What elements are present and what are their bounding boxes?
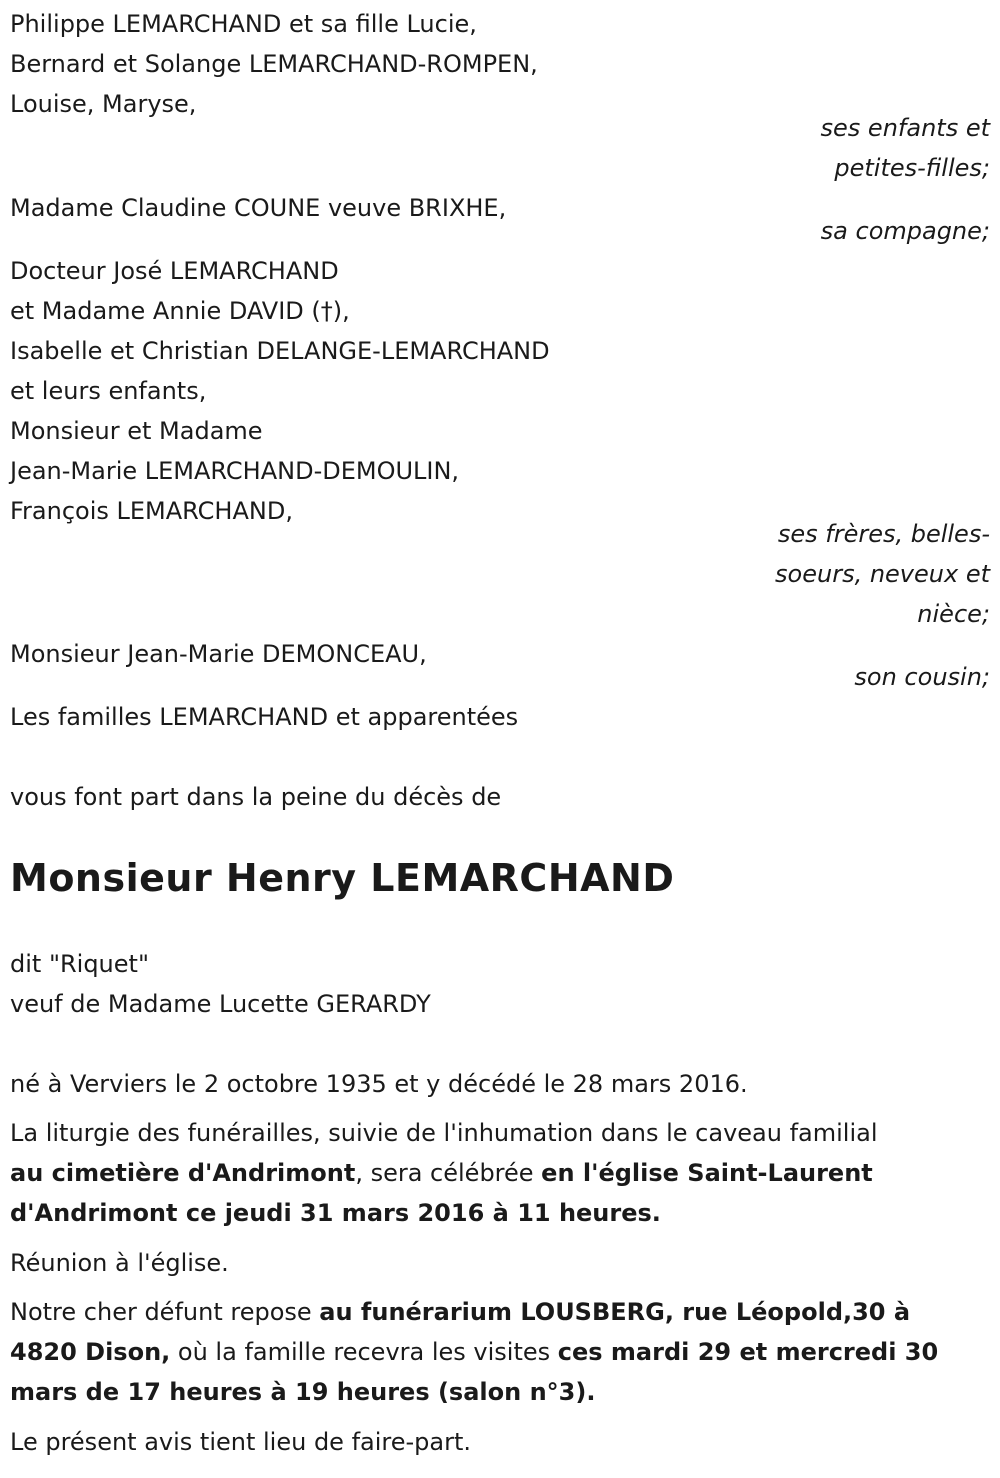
families-line: Les familles LEMARCHAND et apparentées <box>10 703 519 731</box>
siblings-line-6: Jean-Marie LEMARCHAND-DEMOULIN, <box>10 457 460 485</box>
closing-line: Le présent avis tient lieu de faire-part. <box>10 1428 472 1456</box>
siblings-role-line-1: ses frères, belles- <box>777 520 990 548</box>
companion-role: sa compagne; <box>820 217 990 245</box>
rest-line-3: mars de 17 heures à 19 heures (salon n°3). <box>10 1378 596 1406</box>
cousin-line: Monsieur Jean-Marie DEMONCEAU, <box>10 640 427 668</box>
meeting-line: Réunion à l'église. <box>10 1249 229 1277</box>
siblings-role-line-2: soeurs, neveux et <box>775 560 990 588</box>
siblings-line-4: et leurs enfants, <box>10 377 207 405</box>
rest-line-1 <box>10 1292 910 1332</box>
family-children-line-1: Philippe LEMARCHAND et sa fille Lucie, <box>10 10 477 38</box>
siblings-line-1: Docteur José LEMARCHAND <box>10 257 339 285</box>
siblings-line-5: Monsieur et Madame <box>10 417 263 445</box>
visit-days-text: ces mardi 29 et mercredi 30 <box>557 1338 939 1366</box>
deceased-name: Monsieur Henry LEMARCHAND <box>10 856 675 900</box>
widower-line: veuf de Madame Lucette GERARDY <box>10 990 431 1018</box>
funeral-home-city: 4820 Dison, <box>10 1338 171 1366</box>
nickname-line: dit "Riquet" <box>10 950 149 978</box>
children-role-line-2: petites-filles; <box>834 154 990 182</box>
funeral-line-1: La liturgie des funérailles, suivie de l'inhumation dans le caveau familial <box>10 1119 878 1147</box>
siblings-line-2: et Madame Annie DAVID (†), <box>10 297 350 325</box>
children-role-line-1: ses enfants et <box>820 114 990 142</box>
funeral-home-text: au funérarium LOUSBERG, rue Léopold,30 à <box>319 1298 911 1326</box>
funeral-line-3: d'Andrimont ce jeudi 31 mars 2016 à 11 heures. <box>10 1199 661 1227</box>
cousin-role: son cousin; <box>854 663 990 691</box>
announcement-intro: vous font part dans la peine du décès de <box>10 783 502 811</box>
siblings-role-line-3: nièce; <box>917 600 990 628</box>
church-text: en l'église Saint-Laurent <box>541 1159 873 1187</box>
rest-intro-text: Notre cher défunt repose <box>10 1298 320 1326</box>
siblings-line-7: François LEMARCHAND, <box>10 497 293 525</box>
family-children-line-3: Louise, Maryse, <box>10 90 197 118</box>
celebration-text: , sera célébrée <box>355 1159 542 1187</box>
rest-line-2 <box>10 1332 938 1372</box>
family-children-line-2: Bernard et Solange LEMARCHAND-ROMPEN, <box>10 50 538 78</box>
funeral-line-2 <box>10 1153 873 1193</box>
birth-death-line: né à Verviers le 2 octobre 1935 et y décédé le 28 mars 2016. <box>10 1070 748 1098</box>
visits-text: où la famille recevra les visites <box>170 1338 558 1366</box>
companion-line: Madame Claudine COUNE veuve BRIXHE, <box>10 194 507 222</box>
siblings-line-3: Isabelle et Christian DELANGE-LEMARCHAND <box>10 337 550 365</box>
cemetery-text: au cimetière d'Andrimont <box>10 1159 356 1187</box>
